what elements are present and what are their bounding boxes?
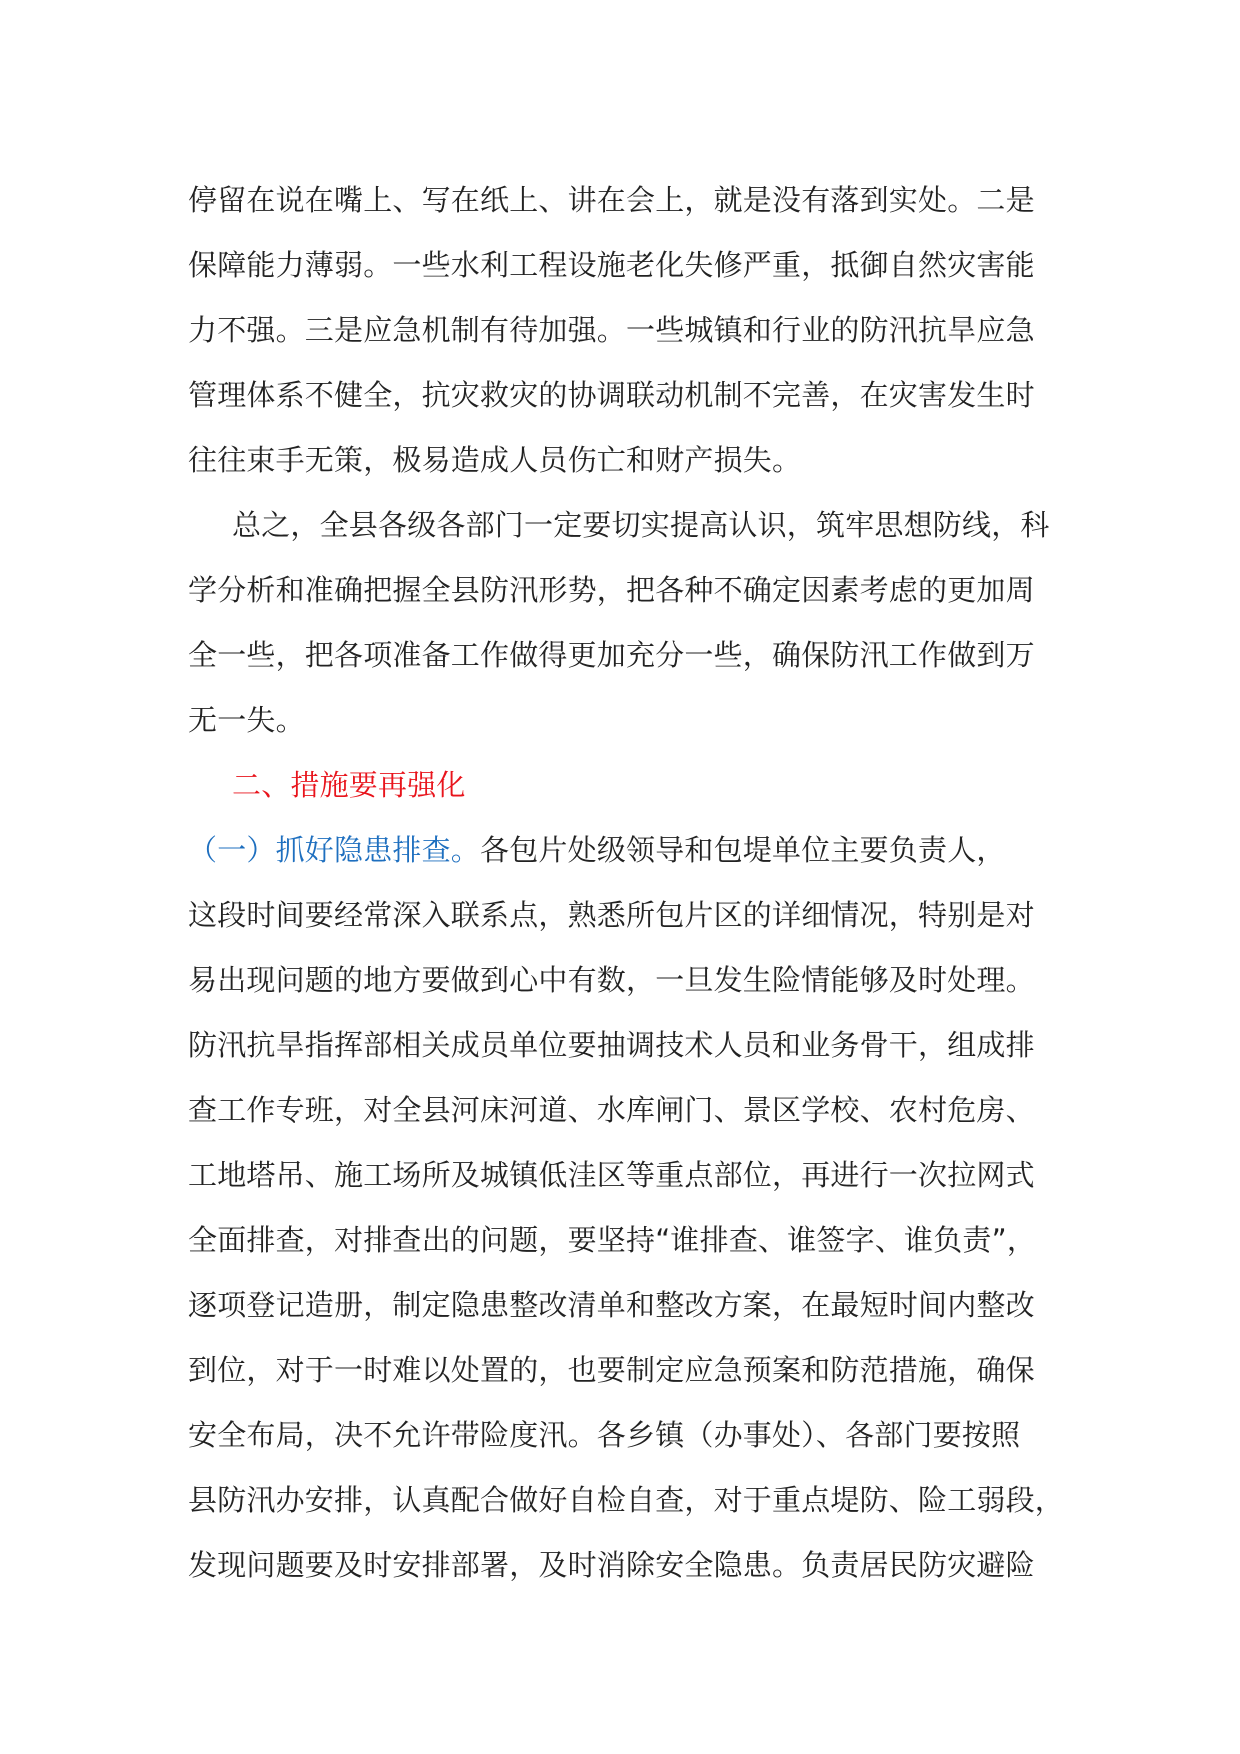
paragraph-1-line-2: 保障能力薄弱。一些水利工程设施老化失修严重，抵御自然灾害能 — [188, 248, 1035, 282]
paragraph-3-line-2: 这段时间要经常深入联系点，熟悉所包片区的详细情况，特别是对 — [188, 898, 1035, 932]
paragraph-1-line-1: 停留在说在嘴上、写在纸上、讲在会上，就是没有落到实处。二是 — [188, 183, 1035, 217]
paragraph-3-line-11: 县防汛办安排，认真配合做好自检自查，对于重点堤防、险工弱段， — [188, 1483, 1065, 1517]
paragraph-1-line-5: 往往束手无策，极易造成人员伤亡和财产损失。 — [188, 443, 802, 477]
paragraph-3-line-12: 发现问题要及时安排部署，及时消除安全隐患。负责居民防灾避险 — [188, 1548, 1035, 1582]
paragraph-3-line-7: 全面排查，对排查出的问题，要坚持“谁排查、谁签字、谁负责”， — [188, 1223, 1037, 1257]
subsection-lead: （一）抓好隐患排查。 — [188, 833, 481, 867]
paragraph-3-first-rest: 各包片处级领导和包堤单位主要负责人， — [480, 833, 1006, 867]
section-heading: 二、措施要再强化 — [232, 768, 466, 802]
paragraph-3-line-10: 安全布局，决不允许带险度汛。各乡镇（办事处）、各部门要按照 — [188, 1418, 1021, 1452]
paragraph-3-line-5: 查工作专班，对全县河床河道、水库闸门、景区学校、农村危房、 — [188, 1093, 1035, 1127]
paragraph-3-line-8: 逐项登记造册，制定隐患整改清单和整改方案，在最短时间内整改 — [188, 1288, 1035, 1322]
paragraph-2-line-3: 全一些，把各项准备工作做得更加充分一些，确保防汛工作做到万 — [188, 638, 1035, 672]
paragraph-2-line-4: 无一失。 — [188, 703, 305, 737]
paragraph-3-line-3: 易出现问题的地方要做到心中有数，一旦发生险情能够及时处理。 — [188, 963, 1035, 997]
paragraph-1-line-4: 管理体系不健全，抗灾救灾的协调联动机制不完善，在灾害发生时 — [188, 378, 1035, 412]
document-body — [188, 168, 1065, 1598]
paragraph-3-line-4: 防汛抗旱指挥部相关成员单位要抽调技术人员和业务骨干，组成排 — [188, 1028, 1035, 1062]
paragraph-2-line-2: 学分析和准确把握全县防汛形势，把各种不确定因素考虑的更加周 — [188, 573, 1035, 607]
paragraph-3-line-9: 到位，对于一时难以处置的，也要制定应急预案和防范措施，确保 — [188, 1353, 1035, 1387]
paragraph-3-line-6: 工地塔吊、施工场所及城镇低洼区等重点部位，再进行一次拉网式 — [188, 1158, 1035, 1192]
paragraph-3-line-1 — [188, 818, 1058, 883]
paragraph-1-line-3: 力不强。三是应急机制有待加强。一些城镇和行业的防汛抗旱应急 — [188, 313, 1035, 347]
paragraph-2-line-1: 总之，全县各级各部门一定要切实提高认识，筑牢思想防线，科 — [232, 508, 1050, 542]
